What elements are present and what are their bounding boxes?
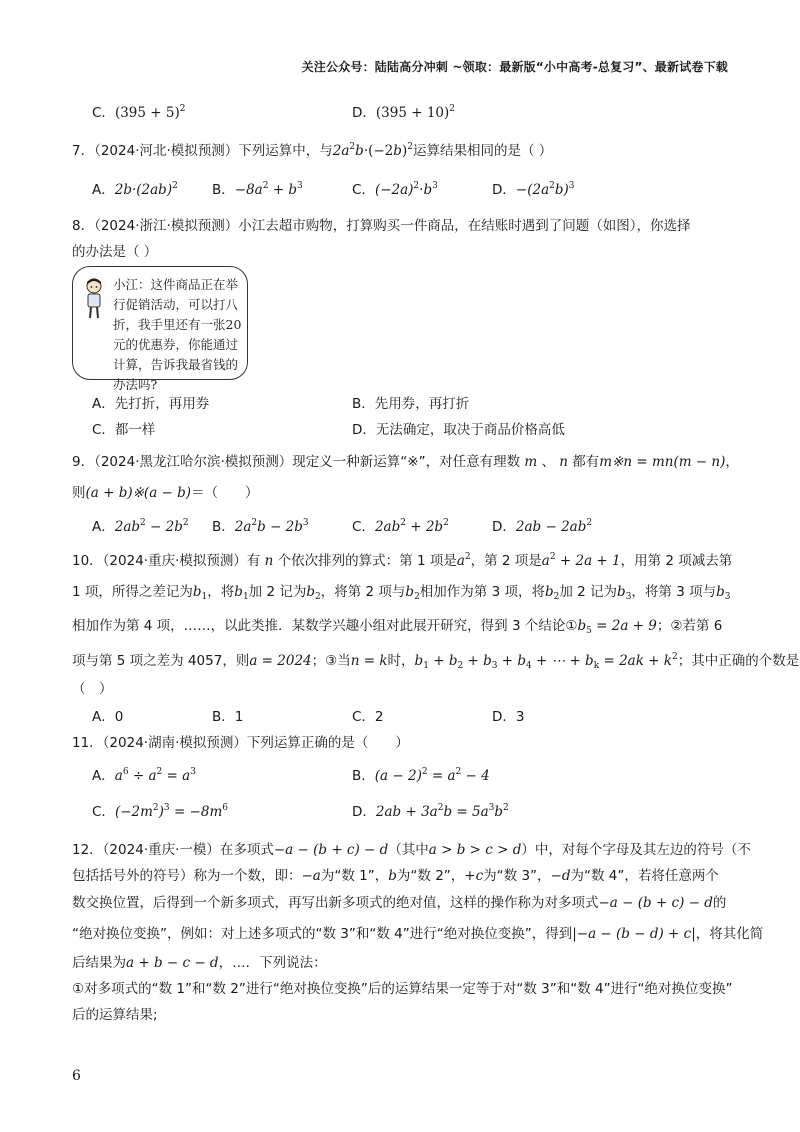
q6-option-c: C．$(395 + 5)^2$	[92, 104, 186, 121]
q10-option-c: C．2	[352, 709, 384, 725]
q9-option-a: A．$2ab^2 - 2b^2$	[92, 518, 189, 535]
q11-stem: 11．（2024·湖南·模拟预测）下列运算正确的是（ ）	[72, 735, 409, 751]
q10-line2: 1 项，所得之差记为$b_1$，将$b_1$加 2 记为$b_2$，将第 2 项与$b_2$相加作为第 3 项，将$b_2$加 2 记为$b_3$，将第 3 项与$b_3$	[72, 584, 731, 602]
q11-option-c: C．$(-2m^2)^3 = -8m^6$	[92, 803, 228, 820]
q10-option-a: A．0	[92, 709, 124, 725]
q7-option-d: D．$-(2a^2b)^3$	[492, 181, 575, 198]
q10-option-d: D．3	[492, 709, 525, 725]
speech-bubble-figure	[72, 266, 248, 392]
child-figure-icon	[81, 277, 107, 321]
q8-stem-line1: 8．（2024·浙江·模拟预测）小江去超市购物，打算购买一件商品，在结账时遇到了问题（如图），你选择	[72, 218, 691, 234]
q8-option-a: A．先打折，再用券	[92, 396, 210, 412]
q11-option-a: A．$a^6 \div a^2 = a^3$	[92, 767, 196, 784]
q10-line5: （ ）	[72, 681, 113, 697]
q12-line7: 后的运算结果;	[72, 1007, 158, 1023]
q11-option-b: B．$(a - 2)^2 = a^2 - 4$	[352, 767, 490, 784]
q12-line6: ①对多项式的“数 1”和“数 2”进行“绝对换位变换”后的运算结果一定等于对“数 3”和“数 4”进行“绝对换位变换”	[72, 981, 733, 997]
page-number: 6	[72, 1068, 81, 1084]
page-header: 关注公众号：陆陆高分冲刺 ~领取：最新版“小中高考-总复习”、最新试卷下载	[301, 60, 728, 74]
q9-option-d: D．$2ab - 2ab^2$	[492, 518, 593, 535]
q7-option-a: A．$2b\cdot(2ab)^2$	[92, 181, 178, 198]
q9-stem-line2: 则(a + b)※(a − b)＝（ ）	[72, 485, 259, 501]
q12-line2: 包括括号外的符号）称为一个数，即：−a为“数 1”，b为“数 2”，+c为“数 3”，−d为“数 4”，若将任意两个	[72, 868, 719, 884]
q7-option-b: B．$-8a^2 + b^3$	[212, 181, 303, 198]
q12-line3: 数交换位置，后得到一个新多项式，再写出新多项式的绝对值，这样的操作称为对多项式−a − (b + c) − d的	[72, 895, 727, 911]
q9-option-b: B．$2a^2b - 2b^3$	[212, 518, 309, 535]
bubble-text: 小江：这件商品正在举行促销活动，可以打八折，我手里还有一张20元的优惠券，你能通过计算，告诉我最省钱的办法吗?	[113, 277, 242, 392]
q8-stem-line2: 的办法是（ ）	[72, 244, 158, 260]
q10-line1: 10．（2024·重庆·模拟预测）有 n 个依次排列的算式：第 1 项是$a^2$，第 2 项是$a^2 + 2a + 1$，用第 2 项减去第	[72, 552, 733, 569]
q7-stem: 7．（2024·河北·模拟预测）下列运算中，与$2a^2b\cdot(-2b)^2$运算结果相同的是（ ）	[72, 142, 553, 159]
q10-line4: 项与第 5 项之差为 4057，则a = 2024；③当n = k时，$b_1 + b_2 + b_3 + b_4$ + ⋯ + $b_k = 2ak + k^2$；其中正确的个数是	[72, 652, 800, 671]
q10-line3: 相加作为第 4 项，……，以此类推．某数学兴趣小组对此展开研究，得到 3 个结论$①b_5 = 2a + 9$；②若第 6	[72, 618, 723, 636]
q12-line1: 12．（2024·重庆·一模）在多项式−a − (b + c) − d（其中a > b > c > d）中，对每个字母及其左边的符号（不	[72, 842, 751, 858]
q12-line5: 后结果为a + b − c − d，…．下列说法：	[72, 955, 327, 971]
q8-option-b: B．先用券，再打折	[352, 396, 470, 412]
q10-option-b: B．1	[212, 709, 244, 725]
q7-option-c: C．$(-2a)^2\cdot b^3$	[352, 181, 438, 198]
q11-option-d: D．$2ab + 3a^2b = 5a^3b^2$	[352, 803, 509, 820]
q9-option-c: C．$2ab^2 + 2b^2$	[352, 518, 449, 535]
q12-line4: “绝对换位变换”，例如：对上述多项式的“数 3”和“数 4”进行“绝对换位变换”，得到|−a − (b − d) + c|，将其化简	[72, 926, 764, 942]
q6-option-d: D．$(395 + 10)^2$	[352, 104, 456, 121]
q8-option-d: D．无法确定，取决于商品价格高低	[352, 422, 565, 438]
q8-option-c: C．都一样	[92, 422, 156, 438]
q9-stem: 9．（2024·黑龙江哈尔滨·模拟预测）现定义一种新运算“※”，对任意有理数 m 、 n 都有m※n = mn(m − n)，	[72, 454, 739, 470]
